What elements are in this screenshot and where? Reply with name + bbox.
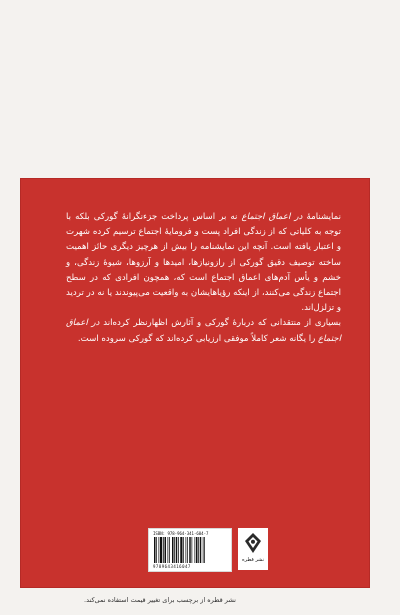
price-sticker-note: نشر قطره از برچسب برای تغییر قیمت استفاده نمی‌کند. bbox=[84, 596, 236, 604]
publisher-logo-icon bbox=[241, 531, 265, 555]
blurb-p2-book-title: در اعماق اجتماع bbox=[66, 318, 341, 344]
blurb-p2-before: بسیاری از منتقدانی که دربارهٔ گورکی و آثارش اظهارنظر کرده‌اند bbox=[99, 318, 341, 329]
barcode-icon bbox=[154, 537, 226, 563]
barcode-digits: 9789643416047 bbox=[153, 564, 191, 569]
blurb-p1-before: نمایشنامهٔ bbox=[302, 212, 341, 222]
blurb-p2-after: را یگانه شعر کاملاً موفقی ارزیابی کرده‌اند که گورکی سروده است. bbox=[77, 333, 318, 344]
barcode-sticker bbox=[148, 528, 232, 572]
blurb-p1-after: نه بر اساس پرداخت جزءنگرانهٔ گورکی بلکه با توجه به کلیاتی که از زندگی افراد پست و فرومایهٔ اجتماع ترسیم کرده شهرت و اعتبار یافته است. آنچه این نمایشنامه را بیش از هرچیز دیگری حائز اهمیت ساخته توصیف دقیق گورکی از رازونیازها، امیدها و آرزوها، شیوهٔ زندگی، و خشم و یأس آدم‌های اعماق اجتماع است که، همچون افرادی که در سطح اجتماع زندگی می‌کنند، از اینکه رؤیاهایشان به واقعیت می‌پیوندند یا نه در تردید و تزلزل‌اند. bbox=[66, 212, 341, 314]
blurb-paragraph-2 bbox=[66, 316, 341, 346]
isbn-label: ISBN: 978-964-341-604-7 bbox=[153, 531, 209, 536]
blurb-text bbox=[66, 210, 341, 347]
blurb-paragraph-1 bbox=[66, 210, 341, 316]
publisher-name: نشر قطره bbox=[241, 557, 265, 563]
publisher-logo bbox=[238, 528, 268, 570]
blurb-p1-book-title: در اعماق اجتماع bbox=[241, 212, 303, 222]
